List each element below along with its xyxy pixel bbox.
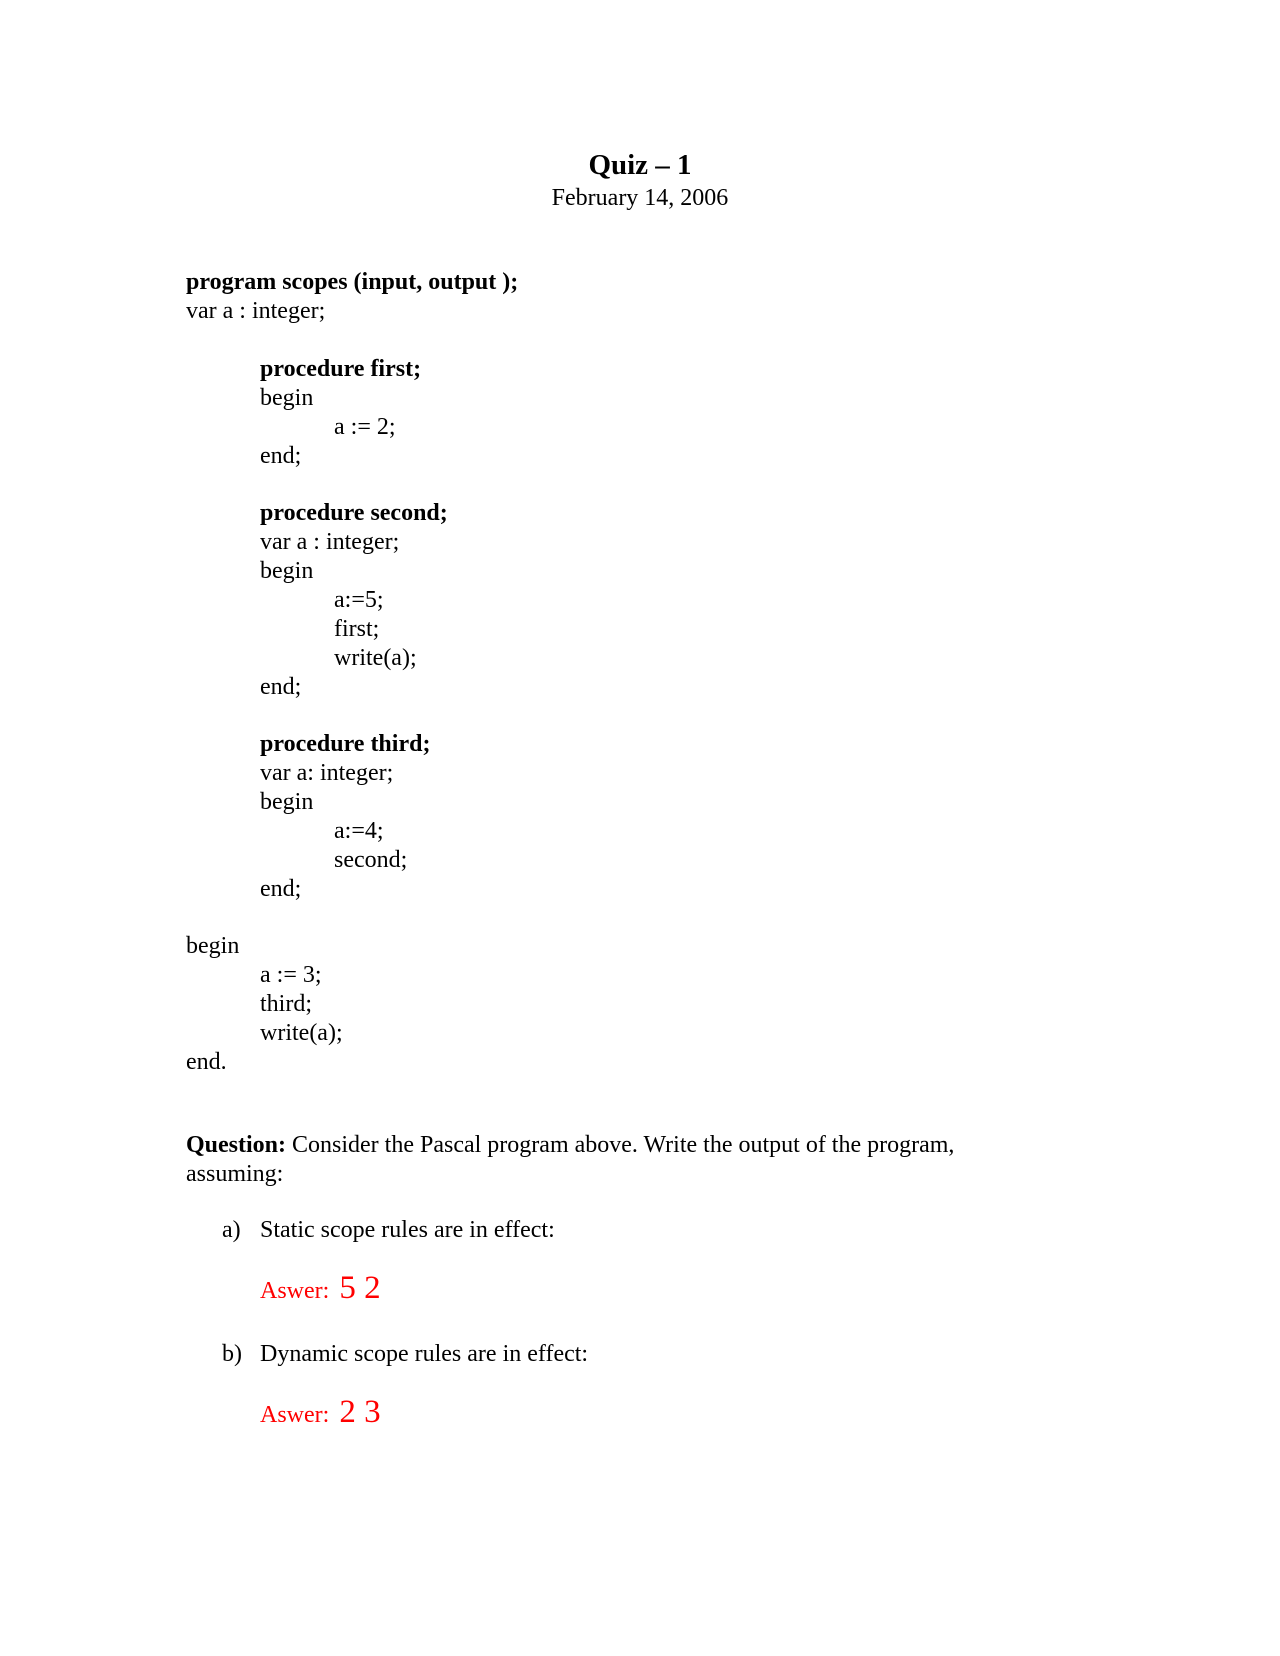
answer-label: Aswer: <box>260 1278 330 1304</box>
answer-label: Aswer: <box>260 1402 330 1428</box>
procedure-second-statement: write(a); <box>334 645 417 671</box>
procedure-second-statement: first; <box>334 616 380 642</box>
main-statement: a := 3; <box>260 962 322 988</box>
main-statement: write(a); <box>260 1020 343 1046</box>
global-var-declaration: var a : integer; <box>186 298 326 324</box>
question-label: Question: <box>186 1132 287 1158</box>
procedure-third-var: var a: integer; <box>260 760 394 786</box>
procedure-first-heading: procedure first; <box>260 356 422 382</box>
procedure-second-begin: begin <box>260 558 314 584</box>
procedure-third-heading: procedure third; <box>260 731 431 757</box>
procedure-third-end: end; <box>260 876 302 902</box>
procedure-first-statement: a := 2; <box>334 414 396 440</box>
answer-value: 5 2 <box>339 1270 381 1306</box>
program-heading: program scopes (input, output ); <box>186 269 519 295</box>
procedure-third-statement: second; <box>334 847 408 873</box>
answer-value: 2 3 <box>339 1394 381 1430</box>
procedure-third-begin: begin <box>260 789 314 815</box>
part-a-answer <box>260 1271 381 1308</box>
part-b-text: Dynamic scope rules are in effect: <box>260 1341 589 1367</box>
procedure-second-heading: procedure second; <box>260 500 448 526</box>
procedure-first-end: end; <box>260 443 302 469</box>
question-line-2: assuming: <box>186 1161 284 1187</box>
question-line-1: Consider the Pascal program above. Write the output of the program, <box>286 1132 955 1158</box>
question-text <box>186 1130 954 1160</box>
main-begin: begin <box>186 933 240 959</box>
procedure-first-begin: begin <box>260 385 314 411</box>
quiz-title: Quiz – 1 <box>588 149 692 181</box>
part-b-marker: b) <box>222 1341 242 1367</box>
main-statement: third; <box>260 991 312 1017</box>
part-a-text: Static scope rules are in effect: <box>260 1217 555 1243</box>
part-a-marker: a) <box>222 1217 241 1243</box>
quiz-date: February 14, 2006 <box>551 185 729 211</box>
procedure-third-statement: a:=4; <box>334 818 384 844</box>
main-end: end. <box>186 1049 227 1075</box>
procedure-second-statement: a:=5; <box>334 587 384 613</box>
procedure-second-end: end; <box>260 674 302 700</box>
procedure-second-var: var a : integer; <box>260 529 400 555</box>
part-b-answer <box>260 1395 381 1432</box>
